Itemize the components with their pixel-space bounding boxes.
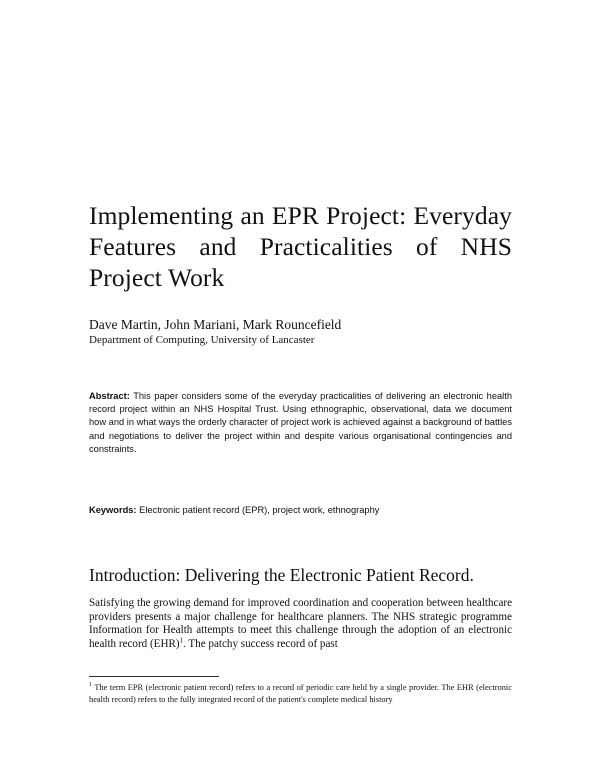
paper-title: Implementing an EPR Project: Everyday Features and Practicalities of NHS Project Work [89,201,512,292]
footnote [89,682,512,706]
intro-text-end: . The patchy success record of past [183,637,338,650]
footnote-text: The term EPR (electronic patient record) refers to a record of periodic care held by a single provider. The EHR (electronic health record) refers to the fully integrated record of the patient's complete medical history [89,683,512,704]
abstract-text: This paper considers some of the everyday practicalities of delivering an electronic health record project within an NHS Hospital Trust. Using ethnographic, observational, data we document how and in what ways the orderly character of project work is achieved against a background of battles and negotiations to deliver the project within and despite various organisational contingencies and constraints. [89,391,512,454]
keywords-label: Keywords: [89,505,137,515]
section-heading: Introduction: Delivering the Electronic Patient Record. [89,565,474,585]
footnote-ref[interactable]: 1 [179,635,184,644]
intro-paragraph [89,597,512,651]
abstract-label: Abstract: [89,391,130,401]
author-list: Dave Martin, John Mariani, Mark Rouncefield [89,317,342,332]
abstract [89,390,512,456]
footnote-number: 1 [89,682,92,689]
keywords-text: Electronic patient record (EPR), project work, ethnography [139,505,380,515]
affiliation: Department of Computing, University of Lancaster [89,334,315,346]
intro-text-start: Satisfying the growing demand for improved coordination and cooperation between healthcare providers presents a major challenge for healthcare planners. The NHS strategic programme Information for Health attempts to meet this challenge through the adoption of an electronic health record (EHR) [89,597,512,650]
keywords [89,504,512,517]
footnote-divider [89,676,219,677]
